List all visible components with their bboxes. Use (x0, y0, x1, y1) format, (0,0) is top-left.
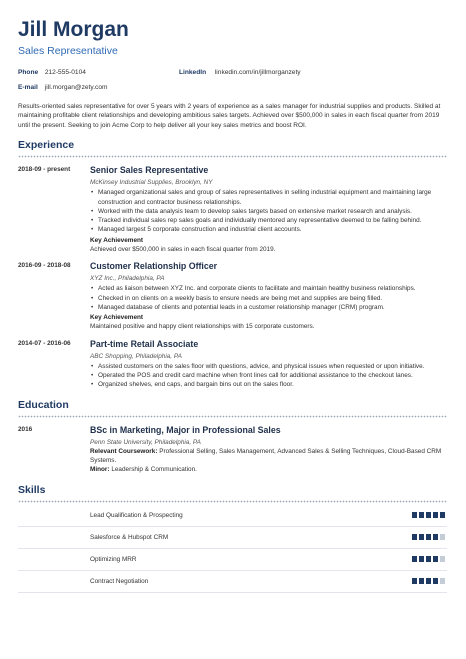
job-bullets (90, 284, 447, 312)
skill-level-filled (419, 512, 425, 518)
job-bullets (90, 362, 447, 390)
skills-heading: Skills (18, 483, 46, 496)
experience-entry (18, 165, 447, 254)
skill-level-filled (419, 534, 425, 540)
contact-block (18, 68, 447, 98)
skill-level-filled (426, 578, 432, 584)
minor-text: Leadership & Communication. (111, 466, 197, 474)
linkedin-label: LinkedIn (179, 69, 207, 76)
skill-level-empty (440, 556, 446, 562)
skill-level-filled (433, 512, 439, 518)
coursework-label: Relevant Coursework: (90, 447, 158, 455)
skill-name: Lead Qualification & Prospecting (90, 511, 183, 519)
key-achievement-text: Maintained positive and happy client relationships with 15 corporate customers. (90, 323, 315, 331)
skill-name: Contract Negotiation (90, 577, 149, 585)
section-divider (18, 500, 447, 503)
key-achievement-text: Achieved over $500,000 in sales in each fiscal quarter from 2019. (90, 246, 276, 253)
experience-heading: Experience (18, 139, 75, 152)
email-label: E-mail (18, 84, 38, 91)
skill-level-empty (440, 534, 446, 540)
candidate-role: Sales Representative (18, 45, 118, 57)
summary-paragraph: Results-oriented sales representative for over 5 years with 2 years of experience as a sales manager for industrial supplies and products. Skilled at maintaining profitable client relationships and developing ambitious sales targets. Achieved over $500,000 in sales in each fiscal quarter from 2019 until the present. Seeking to join Acme Corp to help deliver all your key sales metrics and boost ROI. (18, 103, 441, 129)
school-name: Penn State University, Philadelphia, PA (90, 438, 201, 446)
job-bullets (90, 188, 447, 234)
skill-level-filled (412, 578, 418, 584)
job-bullet: • Managed organizational sales and group of sales representatives in selling industrial equipment and maintaining large construction and contractor business relationships. (90, 188, 447, 207)
email-value[interactable]: jill.morgan@zety.com (44, 84, 108, 91)
skill-level-filled (419, 578, 425, 584)
skill-row (18, 505, 447, 527)
experience-entry (18, 339, 447, 390)
contact-linkedin (179, 68, 301, 77)
job-bullet: • Acted as liaison between XYZ Inc. and corporate clients to facilitate and maintain healthy business relationships. (90, 284, 447, 293)
skill-row (18, 549, 447, 571)
phone-label: Phone (18, 69, 39, 76)
skill-level-filled (440, 512, 446, 518)
job-bullet: • Worked with the data analysis team to develop sales targets based on extensive market research and analysis. (90, 207, 447, 216)
job-title: Customer Relationship Officer (90, 261, 218, 272)
coursework-text: Professional Selling, Sales Management, Advanced Sales & Selling Techniques, Cloud-Based CRM Systems. (90, 447, 442, 464)
job-company: XYZ Inc., Philadelphia, PA (90, 275, 165, 283)
skill-name: Optimizing MRR (90, 555, 137, 563)
section-divider (18, 155, 447, 158)
job-bullet: • Managed largest 5 corporate construction and industrial client accounts. (90, 225, 447, 234)
skill-level-bar (412, 578, 446, 584)
key-achievement-label: Key Achievement (90, 314, 144, 322)
skill-level-filled (426, 534, 432, 540)
skill-row (18, 571, 447, 593)
skill-level-bar (412, 534, 446, 540)
job-bullet: • Organized shelves, end caps, and bargain bins out on the sales floor. (90, 380, 447, 389)
coursework-line (90, 447, 447, 466)
education-entry (18, 425, 447, 475)
skill-row (18, 527, 447, 549)
job-title: Senior Sales Representative (90, 165, 209, 176)
job-company: McKinsey Industrial Supplies, Brooklyn, NY (90, 179, 213, 187)
candidate-name: Jill Morgan (18, 18, 129, 41)
skill-level-filled (433, 534, 439, 540)
job-title: Part-time Retail Associate (90, 338, 199, 349)
job-company: ABC Shopping, Philadelphia, PA (90, 352, 182, 360)
job-bullet: • Assisted customers on the sales floor with questions, advice, and physical issues when requested or upon initiative. (90, 362, 447, 371)
job-bullet: • Checked in on clients on a weekly basis to ensure needs are being met and supplies are being filled. (90, 294, 447, 303)
minor-label: Minor: (90, 466, 110, 474)
phone-value: 212-555-0104 (44, 69, 86, 76)
skill-level-bar (412, 556, 446, 562)
job-bullet: • Managed database of clients and potential leads in a customer relationship manager (CRM) program. (90, 303, 447, 312)
linkedin-value[interactable]: linkedin.com/in/jillmorganzety (214, 69, 301, 76)
skill-level-filled (412, 556, 418, 562)
skill-level-filled (426, 512, 432, 518)
education-heading: Education (18, 398, 69, 411)
key-achievement-label: Key Achievement (90, 236, 144, 244)
skill-name: Salesforce & Hubspot CRM (90, 533, 169, 541)
degree-title: BSc in Marketing, Major in Professional Sales (90, 424, 281, 435)
entry-date: 2014-07 - 2016-06 (18, 339, 71, 347)
job-bullet: • Operated the POS and credit card machine when front lines call for additional assistance to the checkout lanes. (90, 371, 447, 380)
job-bullet: • Tracked individual sales rep sales goals and individually mentored any representative deemed to be falling behind. (90, 216, 447, 225)
contact-email (18, 83, 107, 92)
skill-level-bar (412, 512, 446, 518)
skill-level-filled (412, 534, 418, 540)
skills-list (18, 505, 447, 593)
skill-level-filled (433, 578, 439, 584)
skill-level-filled (426, 556, 432, 562)
skill-level-filled (412, 512, 418, 518)
contact-phone (18, 68, 86, 77)
section-divider (18, 415, 447, 418)
entry-date: 2016 (18, 425, 33, 433)
experience-entry (18, 261, 447, 331)
entry-date: 2016-09 - 2018-08 (18, 262, 71, 270)
entry-date: 2018-09 - present (18, 166, 71, 174)
skill-level-empty (440, 578, 446, 584)
skill-level-filled (433, 556, 439, 562)
skill-level-filled (419, 556, 425, 562)
minor-line (90, 465, 447, 474)
